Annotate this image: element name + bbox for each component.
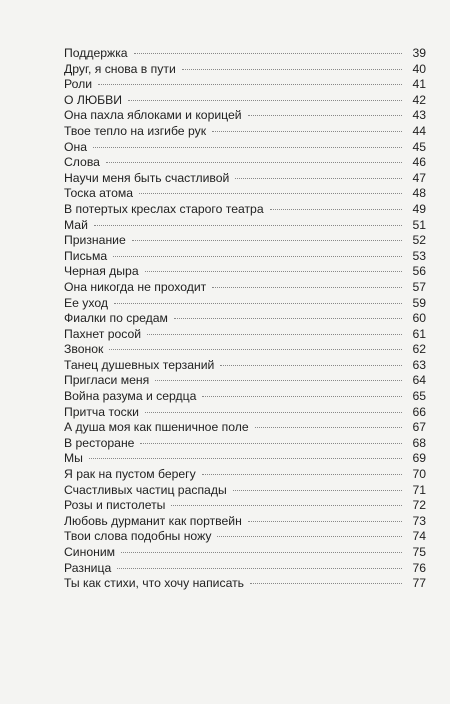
toc-dot-leader	[89, 458, 402, 459]
toc-entry-title: В потертых креслах старого театра	[64, 201, 264, 216]
toc-entry	[64, 405, 426, 421]
toc-entry	[64, 483, 426, 499]
toc-entry	[64, 280, 426, 296]
toc-entry-title: А душа моя как пшеничное поле	[64, 420, 249, 435]
toc-dot-leader	[98, 84, 402, 85]
toc-entry	[64, 545, 426, 561]
toc-dot-leader	[93, 147, 402, 148]
toc-entry-page-number: 56	[412, 264, 426, 279]
toc-entry	[64, 373, 426, 389]
toc-entry-title: Твое тепло на изгибе рук	[64, 123, 207, 138]
toc-entry-title: Слова	[64, 155, 100, 170]
toc-entry-page-number: 67	[412, 420, 426, 435]
toc-entry	[64, 46, 426, 62]
toc-entry-page-number: 64	[412, 373, 426, 388]
toc-entry-page-number: 41	[412, 77, 426, 92]
table-of-contents	[64, 46, 426, 592]
toc-dot-leader	[139, 193, 402, 194]
toc-entry-title: Она пахла яблоками и корицей	[64, 108, 242, 123]
toc-entry-title: Письма	[64, 248, 108, 263]
toc-entry-title: Пахнет росой	[64, 326, 142, 341]
toc-entry	[64, 264, 426, 280]
toc-entry-page-number: 74	[412, 529, 426, 544]
toc-dot-leader	[117, 568, 402, 569]
toc-entry	[64, 249, 426, 265]
toc-entry-page-number: 49	[412, 201, 426, 216]
toc-entry-title: О ЛЮБВИ	[64, 92, 123, 107]
toc-entry	[64, 186, 426, 202]
toc-dot-leader	[147, 334, 402, 335]
toc-entry-title: Розы и пистолеты	[64, 498, 166, 513]
toc-entry	[64, 233, 426, 249]
toc-dot-leader	[114, 303, 402, 304]
toc-entry	[64, 498, 426, 514]
toc-dot-leader	[174, 318, 402, 319]
toc-dot-leader	[212, 287, 402, 288]
toc-entry-title: Черная дыра	[64, 264, 139, 279]
toc-entry-title: Признание	[64, 233, 126, 248]
toc-entry-title: Разница	[64, 560, 112, 575]
toc-entry-title: Счастливых частиц распады	[64, 482, 227, 497]
toc-entry-page-number: 77	[412, 576, 426, 591]
toc-entry	[64, 296, 426, 312]
toc-entry-page-number: 42	[412, 92, 426, 107]
toc-dot-leader	[106, 162, 402, 163]
toc-dot-leader	[132, 240, 402, 241]
toc-entry-title: Фиалки по средам	[64, 311, 168, 326]
toc-entry-title: Танец душевных терзаний	[64, 357, 215, 372]
toc-entry-page-number: 59	[412, 295, 426, 310]
toc-entry-page-number: 39	[412, 46, 426, 60]
toc-entry-page-number: 44	[412, 123, 426, 138]
toc-entry-title: Твои слова подобны ножу	[64, 529, 212, 544]
toc-entry-page-number: 75	[412, 545, 426, 559]
toc-dot-leader	[134, 53, 402, 54]
toc-entry	[64, 171, 426, 187]
toc-entry-title: Друг, я снова в пути	[64, 61, 176, 76]
toc-entry	[64, 467, 426, 483]
toc-entry-title: Роли	[64, 77, 93, 92]
toc-entry	[64, 420, 426, 436]
toc-entry-page-number: 72	[412, 498, 426, 513]
toc-entry-page-number: 66	[412, 404, 426, 419]
toc-entry	[64, 358, 426, 374]
toc-dot-leader	[235, 178, 402, 179]
toc-entry-title: Май	[64, 217, 88, 232]
toc-entry-title: Она	[64, 139, 87, 154]
toc-dot-leader	[248, 115, 402, 116]
toc-dot-leader	[113, 256, 402, 257]
toc-entry-title: Мы	[64, 451, 83, 466]
toc-dot-leader	[182, 69, 402, 70]
toc-entry-page-number: 52	[412, 233, 426, 248]
toc-entry	[64, 389, 426, 405]
toc-dot-leader	[145, 412, 402, 413]
toc-entry	[64, 529, 426, 545]
toc-dot-leader	[233, 490, 402, 491]
toc-entry-page-number: 61	[412, 326, 426, 341]
toc-dot-leader	[270, 209, 402, 210]
toc-entry	[64, 155, 426, 171]
toc-entry	[64, 62, 426, 78]
toc-entry-title: Притча тоски	[64, 404, 139, 419]
toc-entry-page-number: 51	[412, 217, 426, 232]
toc-dot-leader	[220, 365, 402, 366]
toc-entry-page-number: 73	[412, 513, 426, 528]
toc-dot-leader	[250, 583, 402, 584]
toc-entry-title: Она никогда не проходит	[64, 279, 207, 294]
toc-entry-title: Ее уход	[64, 295, 108, 310]
toc-entry-page-number: 60	[412, 311, 426, 326]
toc-entry-title: Научи меня быть счастливой	[64, 170, 230, 185]
toc-entry	[64, 140, 426, 156]
toc-dot-leader	[155, 380, 402, 381]
toc-entry	[64, 93, 426, 109]
toc-entry-title: В ресторане	[64, 435, 135, 450]
toc-dot-leader	[128, 100, 402, 101]
toc-dot-leader	[248, 521, 402, 522]
toc-entry-page-number: 65	[412, 389, 426, 404]
toc-entry-title: Я рак на пустом берегу	[64, 467, 196, 482]
toc-dot-leader	[121, 552, 402, 553]
toc-dot-leader	[202, 396, 402, 397]
toc-entry	[64, 218, 426, 234]
toc-entry-page-number: 46	[412, 155, 426, 170]
toc-entry-page-number: 47	[412, 170, 426, 185]
toc-entry-title: Пригласи меня	[64, 373, 150, 388]
toc-entry	[64, 327, 426, 343]
toc-entry-page-number: 57	[412, 279, 426, 294]
toc-entry	[64, 451, 426, 467]
toc-entry-page-number: 53	[412, 248, 426, 263]
toc-entry-page-number: 48	[412, 186, 426, 201]
toc-entry	[64, 436, 426, 452]
toc-entry-title: Звонок	[64, 342, 104, 357]
toc-dot-leader	[212, 131, 402, 132]
toc-entry-title: Тоска атома	[64, 186, 134, 201]
toc-entry-page-number: 62	[412, 342, 426, 357]
toc-entry	[64, 124, 426, 140]
toc-entry-page-number: 45	[412, 139, 426, 154]
toc-entry-page-number: 63	[412, 357, 426, 372]
toc-entry-page-number: 69	[412, 451, 426, 466]
toc-dot-leader	[202, 474, 402, 475]
toc-entry-page-number: 43	[412, 108, 426, 123]
toc-dot-leader	[94, 225, 402, 226]
toc-entry-title: Война разума и сердца	[64, 389, 197, 404]
toc-entry	[64, 77, 426, 93]
toc-entry	[64, 514, 426, 530]
toc-dot-leader	[140, 443, 402, 444]
toc-entry-page-number: 70	[412, 467, 426, 482]
toc-entry	[64, 561, 426, 577]
toc-entry-page-number: 76	[412, 560, 426, 575]
toc-entry	[64, 576, 426, 592]
toc-entry-title: Любовь дурманит как портвейн	[64, 513, 242, 528]
toc-dot-leader	[171, 505, 402, 506]
toc-entry	[64, 202, 426, 218]
toc-entry-page-number: 71	[412, 482, 426, 497]
toc-entry-title: Синоним	[64, 545, 116, 559]
toc-entry	[64, 311, 426, 327]
toc-dot-leader	[255, 427, 402, 428]
toc-entry	[64, 342, 426, 358]
toc-entry-page-number: 68	[412, 435, 426, 450]
toc-entry-title: Ты как стихи, что хочу написать	[64, 576, 245, 591]
toc-entry-page-number: 40	[412, 61, 426, 76]
toc-dot-leader	[217, 536, 402, 537]
toc-entry-title: Поддержка	[64, 46, 128, 60]
toc-entry	[64, 108, 426, 124]
toc-dot-leader	[109, 349, 402, 350]
toc-dot-leader	[145, 271, 402, 272]
